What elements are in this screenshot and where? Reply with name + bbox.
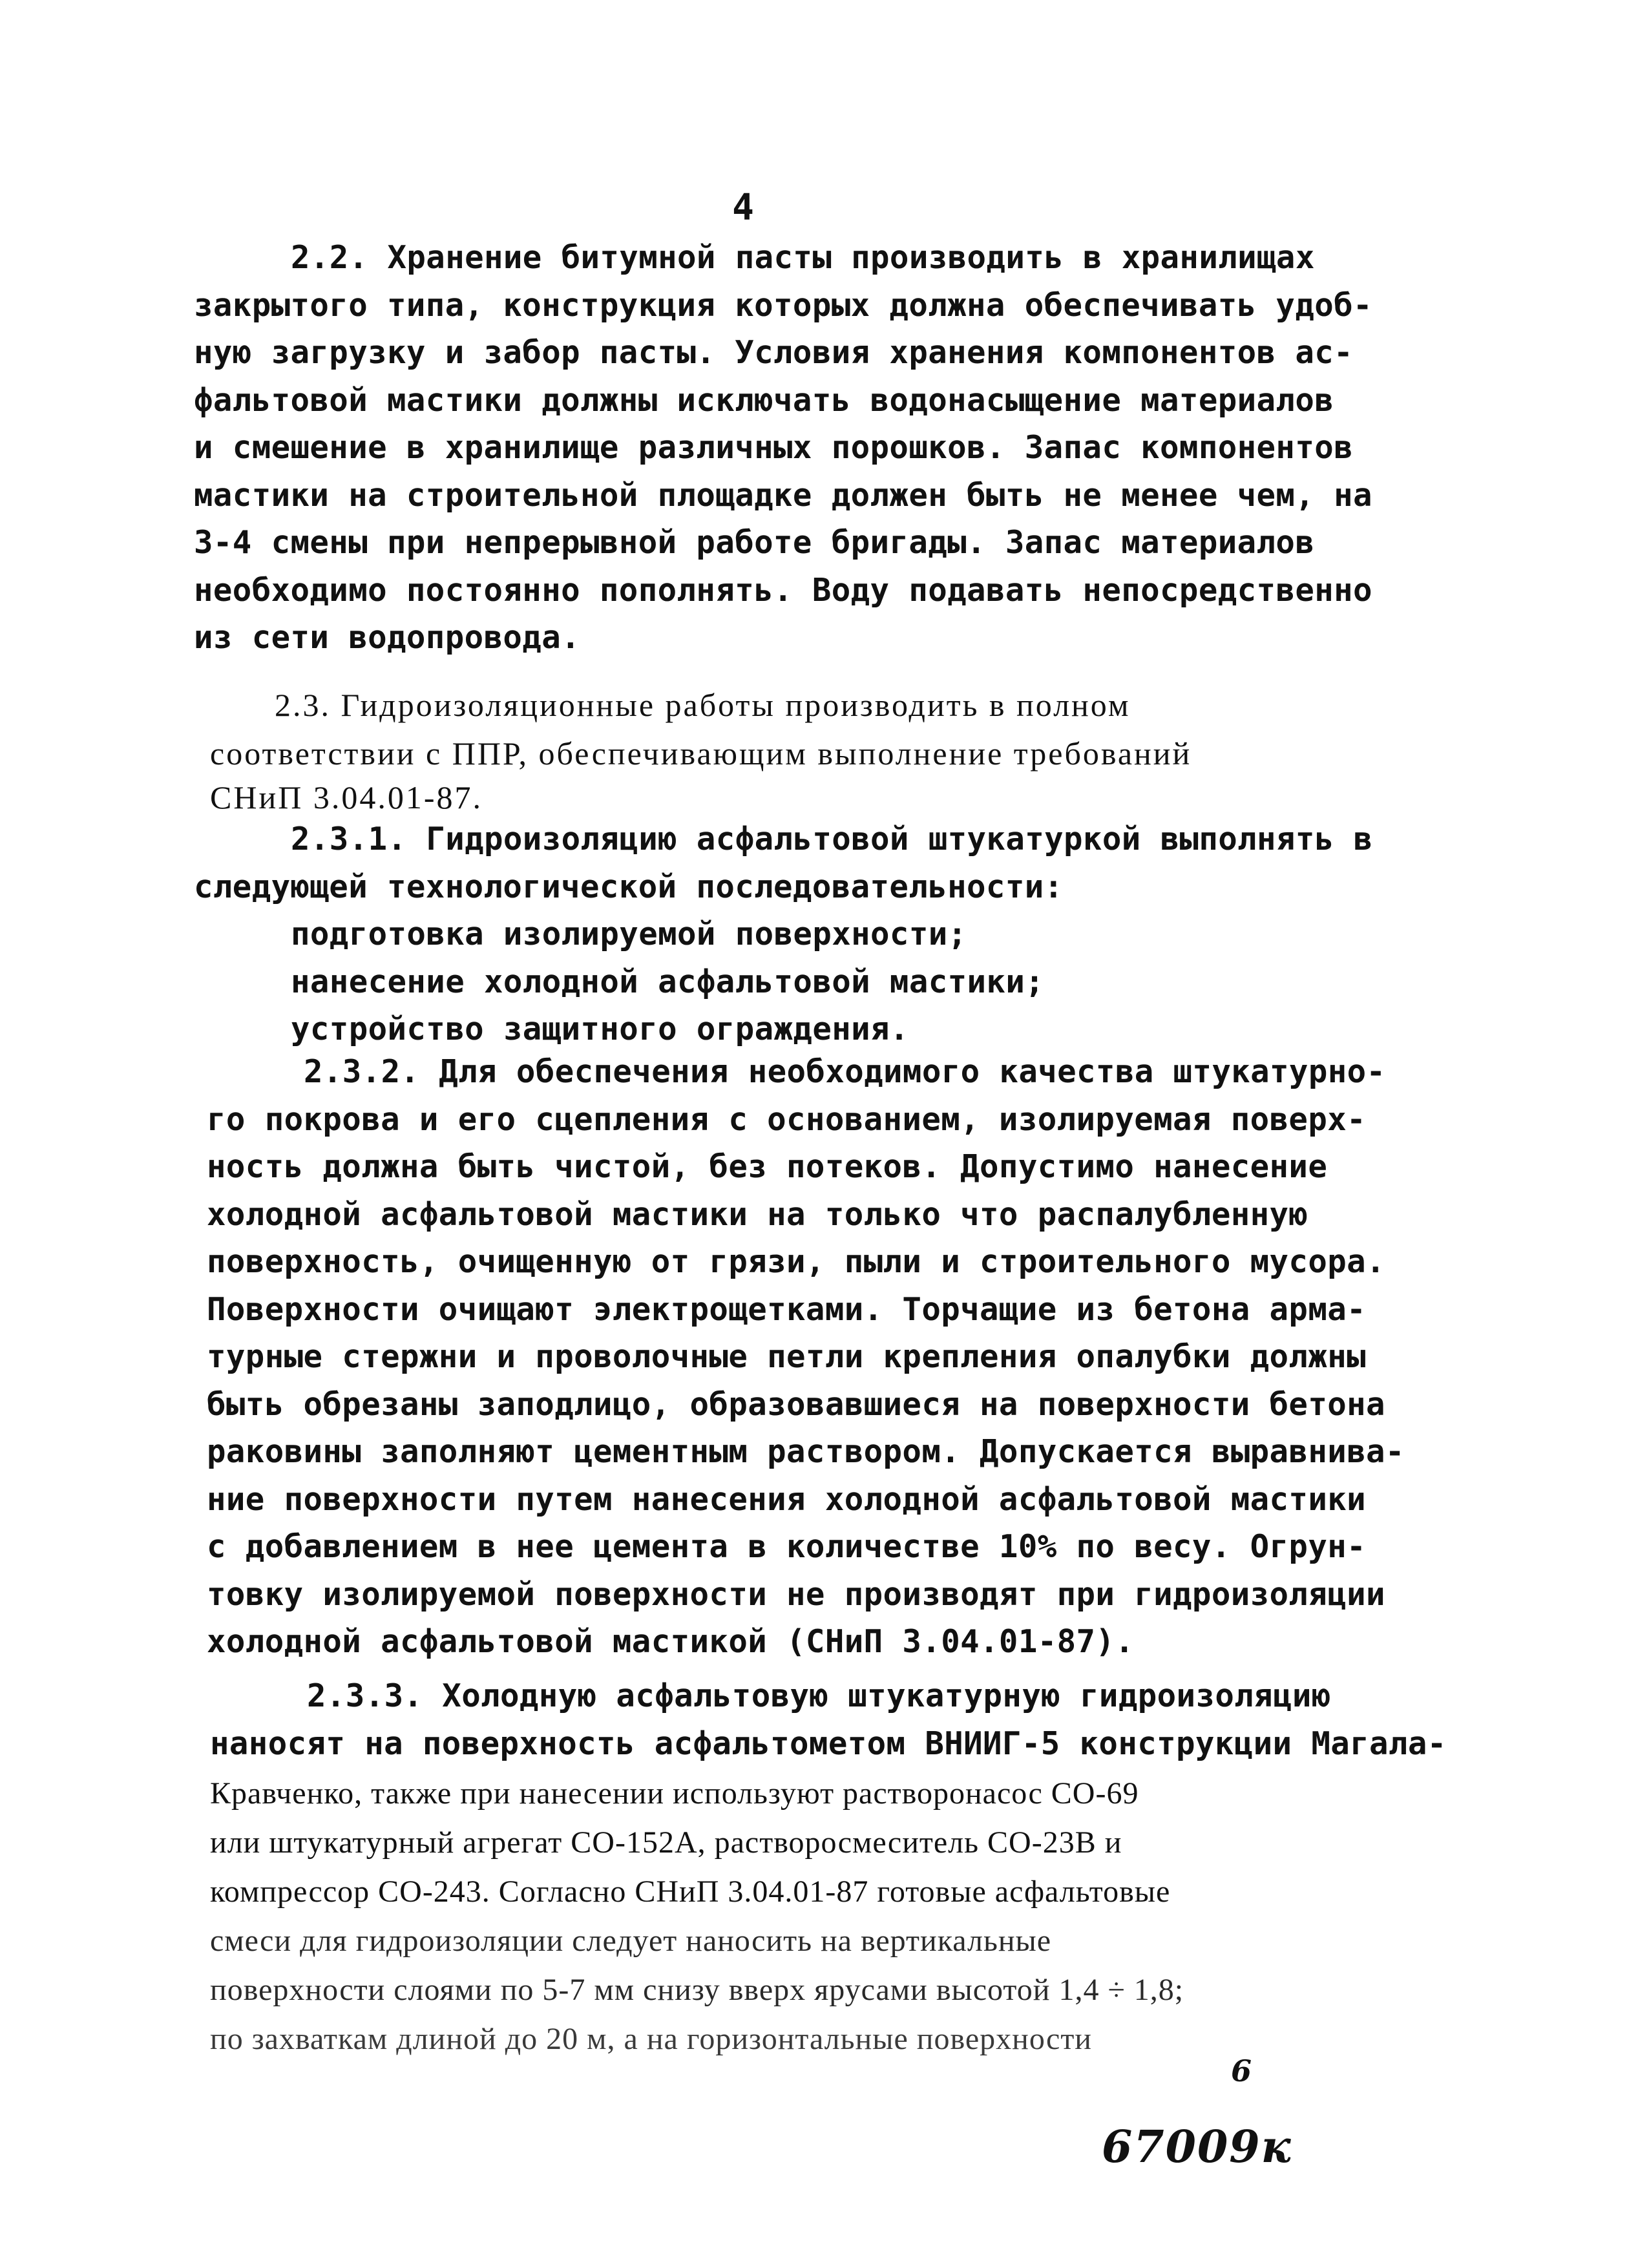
document-code: 67009к	[1102, 2121, 1292, 2173]
text-line: ние поверхности путем нанесения холодной асфальтовой мастики	[207, 1480, 1367, 1518]
text-line: 2.3.3. Холодную асфальтовую штукатурную гидроизоляцию	[307, 1677, 1331, 1714]
text-line: 2.3.2. Для обеспечения необходимого качества штукатурно-	[304, 1053, 1386, 1090]
text-line: товку изолируемой поверхности не производят при гидроизоляции	[207, 1575, 1385, 1613]
text-line: наносят на поверхность асфальтометом ВНИИГ-5 конструкции Магала-	[210, 1725, 1447, 1762]
paragraph-2-3-3-continued	[210, 1769, 1451, 2064]
text-line: Кравченко, также при нанесении используют растворонасос СО-69	[210, 1776, 1139, 1811]
paragraph-2-3	[210, 681, 1451, 817]
text-line: следующей технологической последовательности:	[194, 868, 1064, 905]
text-line: компрессор СО-243. Согласно СНиП 3.04.01-87 готовые асфальтовые	[210, 1874, 1171, 1909]
list-item: подготовка изолируемой поверхности;	[291, 916, 967, 952]
text-line: турные стержни и проволочные петли крепления опалубки должны	[207, 1338, 1367, 1375]
text-line: фальтовой мастики должны исключать водонасыщение материалов	[194, 381, 1334, 419]
page-number: 4	[732, 187, 754, 229]
text-line: необходимо постоянно пополнять. Воду подавать непосредственно	[194, 571, 1372, 609]
text-line: смеси для гидроизоляции следует наносить на вертикальные	[210, 1924, 1052, 1958]
text-line: холодной асфальтовой мастики на только что распалубленную	[207, 1195, 1308, 1233]
text-line: 2.3. Гидроизоляционные работы производить в полном	[275, 687, 1131, 723]
text-line: мастики на строительной площадке должен быть не менее чем, на	[194, 476, 1372, 514]
sheet-number: 6	[1231, 2053, 1252, 2088]
list-item: нанесение холодной асфальтовой мастики;	[291, 963, 1045, 1000]
text-line: поверхности слоями по 5-7 мм снизу вверх ярусами высотой 1,4 ÷ 1,8;	[210, 1973, 1184, 2007]
list-item: устройство защитного ограждения.	[291, 1011, 909, 1047]
text-line: Поверхности очищают электрощетками. Торчащие из бетона арма-	[207, 1290, 1367, 1328]
text-line: быть обрезаны заподлицо, образовавшиеся на поверхности бетона	[207, 1385, 1385, 1423]
text-line: холодной асфальтовой мастикой (СНиП 3.04.01-87).	[207, 1623, 1135, 1660]
text-line: или штукатурный агрегат СО-152А, растворосмеситель СО-23В и	[210, 1825, 1122, 1860]
paragraph-2-3-2	[207, 1048, 1447, 1666]
paragraph-2-3-1	[194, 815, 1434, 1053]
text-line: ность должна быть чистой, без потеков. Допустимо нанесение	[207, 1148, 1328, 1185]
text-line: 2.3.1. Гидроизоляцию асфальтовой штукатуркой выполнять в	[291, 821, 1373, 857]
text-line: раковины заполняют цементным раствором. Допускается выравнива-	[207, 1433, 1405, 1470]
paragraph-2-2	[194, 234, 1434, 662]
text-line: 2.2. Хранение битумной пасты производить в хранилищах	[291, 239, 1315, 276]
text-line: с добавлением в нее цемента в количестве 10% по весу. Огрун-	[207, 1528, 1367, 1565]
text-line: из сети водопровода.	[194, 619, 581, 656]
paragraph-2-3-3	[210, 1672, 1451, 1767]
text-line: ную загрузку и забор пасты. Условия хранения компонентов ас-	[194, 334, 1354, 371]
text-line: 3-4 смены при непрерывной работе бригады. Запас материалов	[194, 524, 1315, 561]
text-line: соответствии с ППР, обеспечивающим выполнение требований	[210, 735, 1192, 772]
text-line: по захваткам длиной до 20 м, а на горизонтальные поверхности	[210, 2022, 1092, 2056]
text-line: го покрова и его сцепления с основанием, изолируемая поверх-	[207, 1100, 1367, 1138]
text-line: поверхность, очищенную от грязи, пыли и строительного мусора.	[207, 1243, 1385, 1280]
text-line: закрытого типа, конструкция которых должна обеспечивать удоб-	[194, 286, 1372, 324]
text-line: и смешение в хранилище различных порошков. Запас компонентов	[194, 429, 1354, 466]
text-line: СНиП 3.04.01-87.	[210, 779, 483, 815]
